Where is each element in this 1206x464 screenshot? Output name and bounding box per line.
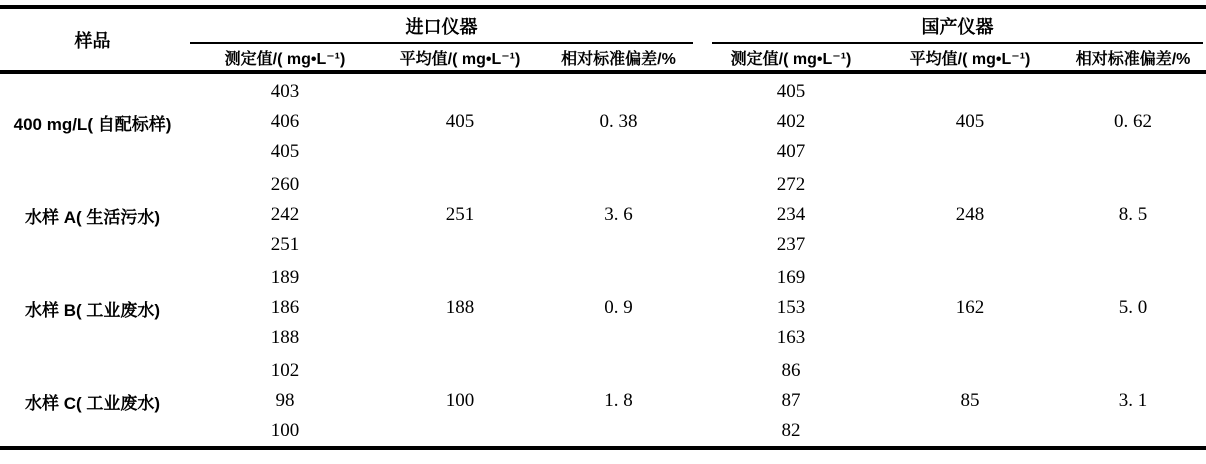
scanned-table-page [0,5,1206,464]
rsd-value-cell: 1. 8 [604,390,633,411]
subheader-average-domestic: 平均值/( mg•L⁻¹) [909,50,1031,68]
average-value-cell: 85 [960,390,980,411]
subheader-average-imported: 平均值/( mg•L⁻¹) [399,50,521,68]
subheader-rsd-domestic: 相对标准偏差/% [1075,50,1191,68]
rsd-value-cell: 0. 38 [599,111,638,132]
measured-value-cell: 260 [270,174,300,195]
column-header-sample: 样品 [74,30,111,51]
rsd-value-cell: 8. 5 [1118,204,1148,225]
average-value-cell: 188 [445,297,475,318]
measured-value-cell: 100 [270,420,300,441]
instrument-comparison-table [0,5,1206,450]
sample-label-cell: 水样 C( 工业废水) [24,393,161,413]
subheader-measured-domestic: 测定值/( mg•L⁻¹) [730,50,852,68]
measured-value-cell: 403 [270,81,300,102]
measured-value-cell: 153 [776,297,806,318]
group-header-imported-label: 进口仪器 [190,9,693,44]
group-header-row [0,7,1206,44]
measured-value-cell: 82 [781,420,801,441]
average-value-cell: 162 [955,297,985,318]
measured-value-cell: 186 [270,297,300,318]
measured-value-cell: 189 [270,267,300,288]
rsd-value-cell: 0. 9 [604,297,633,318]
rsd-value-cell: 3. 6 [604,204,633,225]
sample-label-cell: 水样 A( 生活污水) [24,207,161,227]
average-value-cell: 251 [445,204,475,225]
measured-value-cell: 272 [776,174,806,195]
measured-value-cell: 98 [275,390,295,411]
measured-value-cell: 188 [270,327,300,348]
table-row [0,353,1206,386]
group-header-domestic-label: 国产仪器 [712,9,1203,44]
measured-value-cell: 405 [270,141,300,162]
measured-value-cell: 251 [270,234,300,255]
measured-value-cell: 406 [270,111,300,132]
measured-value-cell: 169 [776,267,806,288]
measured-value-cell: 86 [781,360,801,381]
table-row [0,72,1206,107]
measured-value-cell: 242 [270,204,300,225]
measured-value-cell: 87 [781,390,801,411]
measured-value-cell: 405 [776,81,806,102]
table-row [0,167,1206,200]
sample-label-cell: 水样 B( 工业废水) [24,300,161,320]
subheader-measured-imported: 测定值/( mg•L⁻¹) [224,50,346,68]
group-header-imported [185,7,702,44]
measured-value-cell: 237 [776,234,806,255]
measured-value-cell: 163 [776,327,806,348]
average-value-cell: 248 [955,204,985,225]
measured-value-cell: 402 [776,111,806,132]
rsd-value-cell: 5. 0 [1118,297,1148,318]
group-header-domestic [702,7,1206,44]
average-value-cell: 100 [445,390,475,411]
measured-value-cell: 102 [270,360,300,381]
measured-value-cell: 407 [776,141,806,162]
measured-value-cell: 234 [776,204,806,225]
average-value-cell: 405 [955,111,985,132]
table-row [0,260,1206,293]
rsd-value-cell: 0. 62 [1114,111,1153,132]
rsd-value-cell: 3. 1 [1118,390,1148,411]
sample-label-cell: 400 mg/L( 自配标样) [13,114,172,134]
average-value-cell: 405 [445,111,475,132]
subheader-rsd-imported: 相对标准偏差/% [561,50,676,68]
